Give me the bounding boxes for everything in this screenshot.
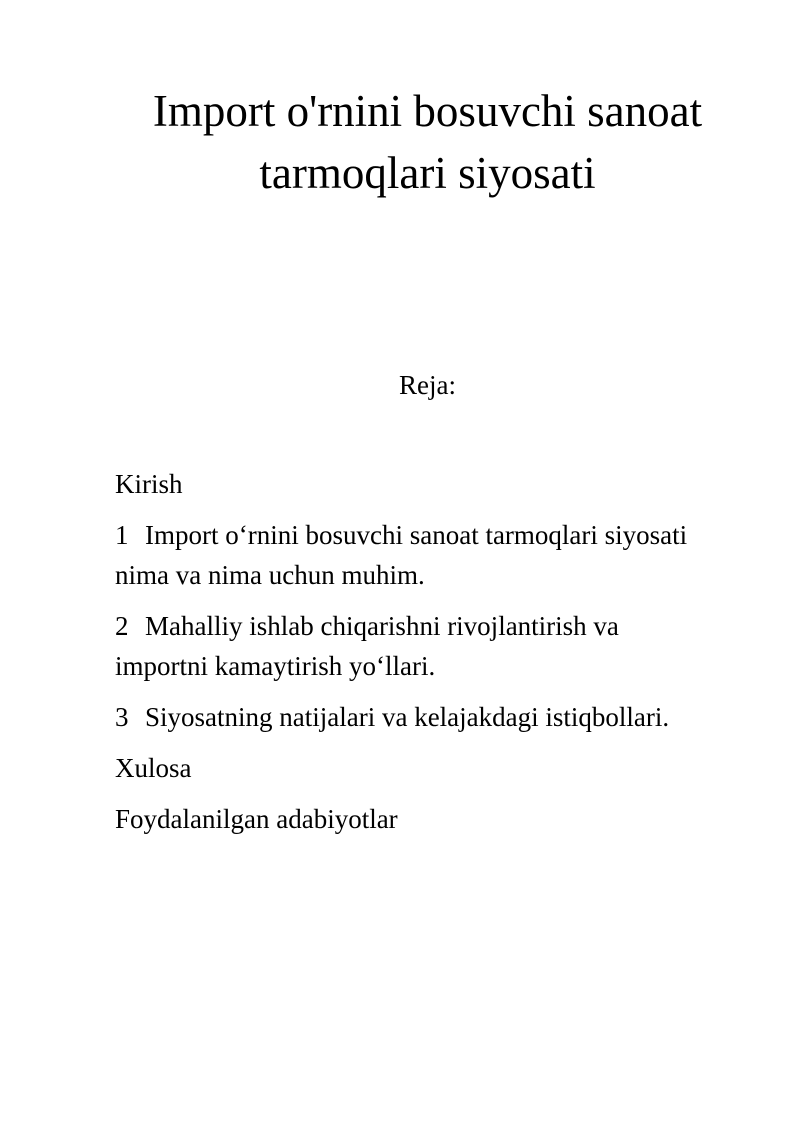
toc-item-3-number: 3 <box>115 702 129 732</box>
toc-item-2-line-2: importni kamaytirish yo‘llari. <box>115 651 436 681</box>
toc-item-3 <box>115 697 755 737</box>
toc-item-2-number: 2 <box>115 611 129 641</box>
title-line-1: Import o'rnini bosuvchi sanoat <box>152 86 703 136</box>
toc-item-1-line-2: nima va nima uchun muhim. <box>115 560 425 590</box>
toc-item-1-number: 1 <box>115 520 129 550</box>
toc-item-1-line-1: Import o‘rnini bosuvchi sanoat tarmoqlari siyosati <box>145 520 688 550</box>
toc-conclusion-label: Xulosa <box>115 753 192 783</box>
toc-intro <box>115 464 755 504</box>
toc-intro-label: Kirish <box>115 469 183 499</box>
title-line-2: tarmoqlari siyosati <box>259 148 596 198</box>
toc-item-1 <box>115 515 755 595</box>
toc-item-3-line-1: Siyosatning natijalari va kelajakdagi istiqbollari. <box>145 702 670 732</box>
toc-references-label: Foydalanilgan adabiyotlar <box>115 804 398 834</box>
plan-heading: Reja: <box>399 370 456 400</box>
document-title <box>115 80 740 204</box>
table-of-contents <box>115 464 755 850</box>
toc-item-2-line-1: Mahalliy ishlab chiqarishni rivojlantirish va <box>145 611 619 641</box>
toc-item-2 <box>115 606 755 686</box>
toc-references <box>115 799 755 839</box>
toc-conclusion <box>115 748 755 788</box>
